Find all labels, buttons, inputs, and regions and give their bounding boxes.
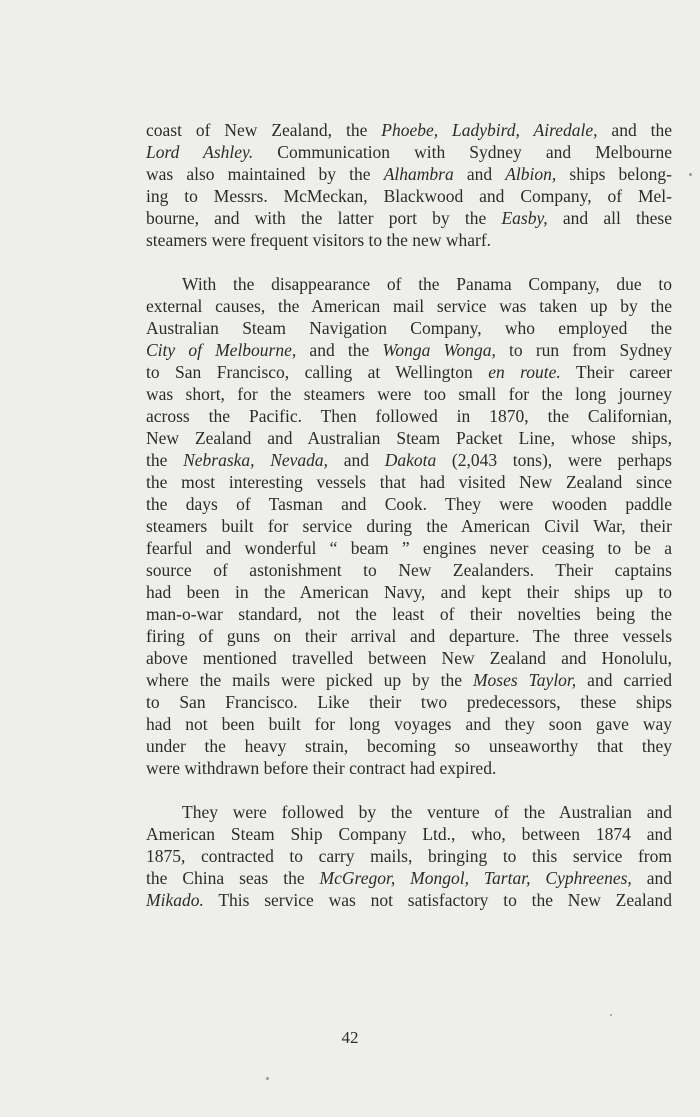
page-number: 42 bbox=[341, 1028, 359, 1047]
text-line: the most interesting vessels that had visited New Zealand since bbox=[146, 472, 672, 492]
paper-speck bbox=[689, 173, 692, 176]
text-line: the days of Tasman and Cook. They were wooden paddle bbox=[146, 494, 672, 514]
text-line: to San Francisco, calling at Wellington en route. Their career bbox=[146, 362, 672, 382]
text-line: Lord Ashley. Communication with Sydney and Melbourne bbox=[146, 142, 673, 162]
text-line: bourne, and with the latter port by the Easby, and all these bbox=[146, 208, 672, 228]
text-line: had not been built for long voyages and they soon gave way bbox=[146, 714, 672, 734]
text-line: With the disappearance of the Panama Company, due to bbox=[182, 274, 672, 294]
text-line: where the mails were picked up by the Moses Taylor, and carried bbox=[146, 670, 672, 690]
paragraph-1 bbox=[146, 119, 672, 251]
text-line: man-o-war standard, not the least of their novelties being the bbox=[146, 604, 672, 624]
text-line: above mentioned travelled between New Zealand and Honolulu, bbox=[146, 648, 672, 668]
text-line: Mikado. This service was not satisfactory to the New Zealand bbox=[146, 890, 672, 910]
paper-speck bbox=[610, 1014, 612, 1016]
text-line: 1875, contracted to carry mails, bringing to this service from bbox=[146, 846, 672, 866]
text-line: American Steam Ship Company Ltd., who, between 1874 and bbox=[146, 824, 672, 844]
body-text bbox=[146, 119, 672, 933]
text-line: were withdrawn before their contract had expired. bbox=[146, 758, 497, 778]
text-line: firing of guns on their arrival and departure. The three vessels bbox=[146, 626, 672, 646]
text-line: City of Melbourne, and the Wonga Wonga, to run from Sydney bbox=[146, 340, 672, 360]
text-line: had been in the American Navy, and kept their ships up to bbox=[146, 582, 672, 602]
text-line: ing to Messrs. McMeckan, Blackwood and Company, of Mel- bbox=[146, 186, 672, 206]
text-line: across the Pacific. Then followed in 1870, the Californian, bbox=[146, 406, 672, 426]
paragraph-2 bbox=[146, 273, 672, 779]
paragraph-3 bbox=[146, 801, 672, 911]
text-line: was also maintained by the Alhambra and Albion, ships belong- bbox=[146, 164, 672, 184]
text-line: steamers built for service during the American Civil War, their bbox=[146, 516, 672, 536]
text-line: Australian Steam Navigation Company, who employed the bbox=[146, 318, 672, 338]
text-line: source of astonishment to New Zealanders. Their captains bbox=[146, 560, 672, 580]
text-line: under the heavy strain, becoming so unseaworthy that they bbox=[146, 736, 672, 756]
text-line: coast of New Zealand, the Phoebe, Ladybird, Airedale, and the bbox=[146, 120, 672, 140]
paper-speck bbox=[266, 1077, 269, 1080]
text-line: was short, for the steamers were too small for the long journey bbox=[146, 384, 672, 404]
text-line: to San Francisco. Like their two predecessors, these ships bbox=[146, 692, 672, 712]
text-line: steamers were frequent visitors to the new wharf. bbox=[146, 230, 492, 250]
text-line: They were followed by the venture of the Australian and bbox=[182, 802, 672, 822]
text-line: external causes, the American mail service was taken up by the bbox=[146, 296, 672, 316]
text-line: the Nebraska, Nevada, and Dakota (2,043 tons), were perhaps bbox=[146, 450, 672, 470]
text-line: fearful and wonderful “ beam ” engines never ceasing to be a bbox=[146, 538, 672, 558]
text-line: New Zealand and Australian Steam Packet Line, whose ships, bbox=[146, 428, 672, 448]
text-line: the China seas the McGregor, Mongol, Tartar, Cyphreenes, and bbox=[146, 868, 672, 888]
